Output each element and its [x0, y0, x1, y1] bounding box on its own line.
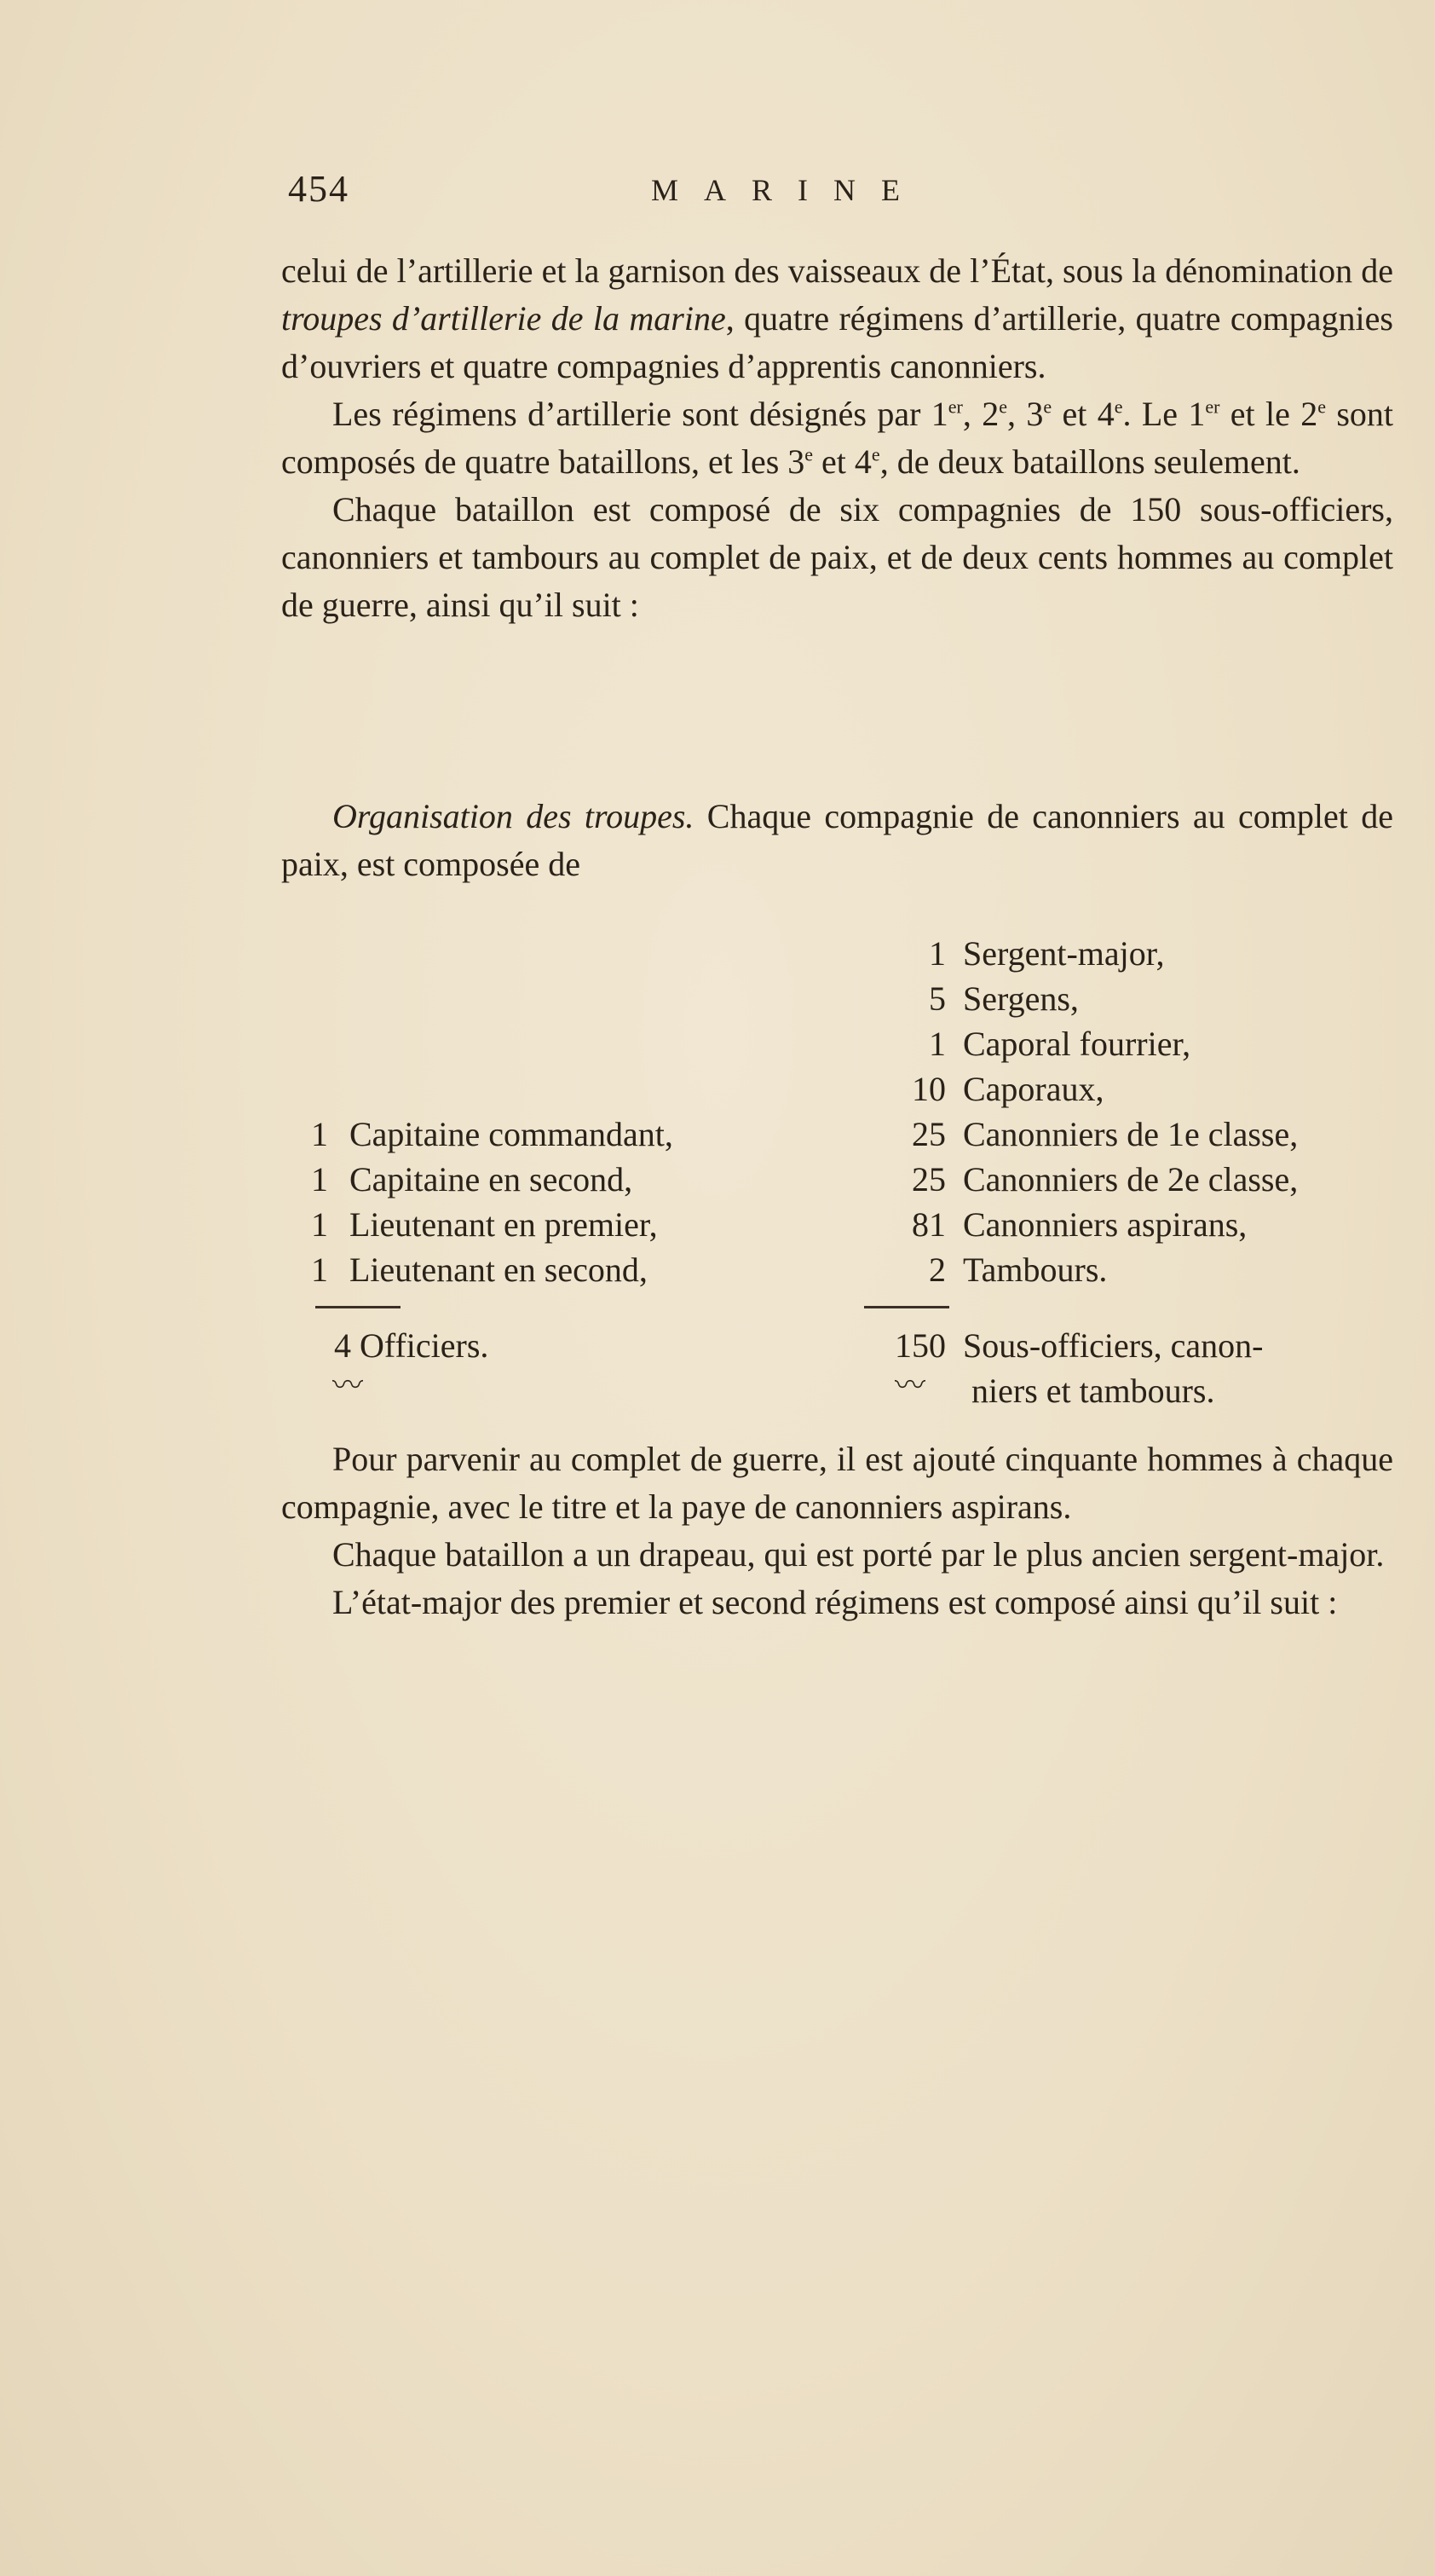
- page-header: [281, 167, 1389, 227]
- running-head: MARINE: [651, 173, 925, 207]
- table-row: 10 Caporaux,: [912, 1070, 1104, 1108]
- section-heading: Organisation des troupes.: [332, 797, 694, 835]
- paragraph-4: Pour parvenir au complet de guerre, il est ajouté cinquante hommes à chaque compagnie, avec le titre et la paye de canonniers aspirans.: [281, 1440, 1393, 1526]
- page-number: 454: [288, 168, 349, 210]
- sum-rule-left: [315, 1306, 401, 1308]
- organisation-paragraph: Organisation des troupes. Chaque compagnie de canonniers au complet de paix, est composée de: [281, 797, 1393, 883]
- total-officers: 4 Officiers.: [334, 1326, 489, 1365]
- sum-rule-right: [864, 1306, 949, 1308]
- table-row: 1 Sergent-major,: [929, 934, 1165, 973]
- table-row: 1 Caporal fourrier,: [929, 1025, 1191, 1063]
- total-label-line-1: Sous-officiers, canon-: [963, 1326, 1264, 1365]
- paragraph-2: Les régimens d’artillerie sont désignés par 1er, 2e, 3e et 4e. Le 1er et le 2e sont composés de quatre bataillons, et les 3e et 4e, de deux bataillons seulement.: [281, 395, 1394, 481]
- closing-paragraphs: [281, 1435, 1393, 1626]
- table-total-row-2: [298, 1368, 1406, 1413]
- flourish-left-icon: 〰: [332, 1368, 364, 1402]
- paragraph-5: Chaque bataillon a un drapeau, qui est porté par le plus ancien sergent-major.: [332, 1535, 1385, 1574]
- paragraph-6: L’état-major des premier et second régimens est composé ainsi qu’il suit :: [332, 1583, 1338, 1621]
- table-row: 1 Capitaine en second, 25 Canonniers de 2e classe,: [311, 1160, 1299, 1198]
- total-count: 150: [895, 1326, 946, 1365]
- opening-paragraphs: [281, 247, 1393, 629]
- italic-phrase: troupes d’artillerie de la marine: [281, 299, 726, 338]
- table-row: 1 Lieutenant en premier, 81 Canonniers aspirans,: [311, 1205, 1248, 1244]
- table-row: 1 Capitaine commandant, 25 Canonniers de 1e classe,: [311, 1115, 1299, 1153]
- total-label-line-2: niers et tambours.: [971, 1372, 1215, 1410]
- table-row: 5 Sergens,: [929, 979, 1079, 1018]
- flourish-right-icon: 〰: [895, 1368, 926, 1402]
- table-total-row: [298, 1323, 1406, 1368]
- paragraph-3: Chaque bataillon est composé de six compagnies de 150 sous-officiers, canonniers et tambours au complet de paix, et de deux cents hommes au complet de guerre, ainsi qu’il suit :: [281, 490, 1393, 624]
- paragraph-1: celui de l’artillerie et la garnison des vaisseaux de l’État, sous la dénomination de troupes d’artillerie de la marine, quatre régimens d’artillerie, quatre compagnies d’ouvriers et quatre compagnies d’apprentis canonniers.: [281, 251, 1393, 385]
- table-row: 1 Lieutenant en second, 2 Tambours.: [311, 1250, 1108, 1289]
